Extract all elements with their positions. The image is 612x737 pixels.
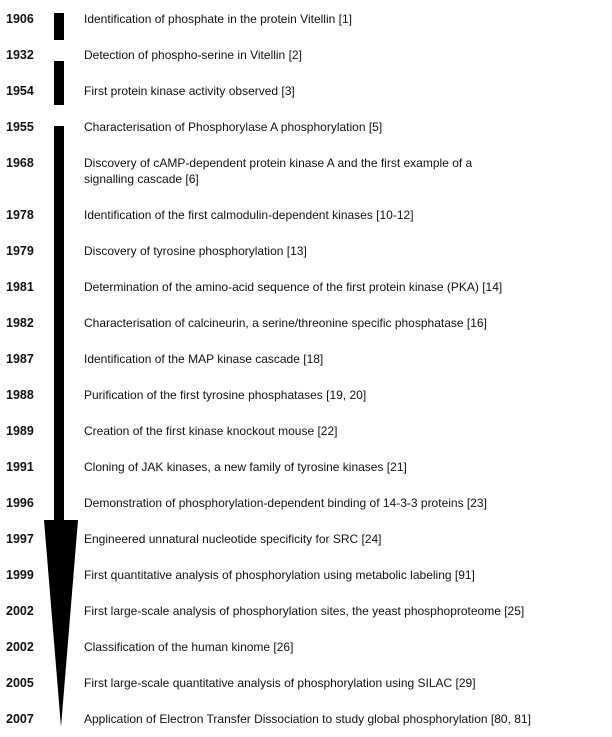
event-year: 1955: [6, 120, 34, 134]
event-year: 1989: [6, 424, 34, 438]
event-year: 2002: [6, 640, 34, 654]
event-description: First protein kinase activity observed [3]: [84, 84, 295, 98]
event-description: Application of Electron Transfer Dissociation to study global phosphorylation [80, 81]: [84, 712, 531, 726]
timeline-arrow-shaft-and-head: [44, 126, 78, 727]
event-description: Classification of the human kinome [26]: [84, 640, 294, 654]
event-description: Discovery of tyrosine phosphorylation [13]: [84, 244, 307, 258]
event-year: 1997: [6, 532, 34, 546]
event-year: 1954: [6, 84, 34, 98]
event-description: First large-scale analysis of phosphorylation sites, the yeast phosphoproteome [25]: [84, 604, 525, 618]
event-year: 1987: [6, 352, 34, 366]
event-description: Determination of the amino-acid sequence of the first protein kinase (PKA) [14]: [84, 280, 503, 294]
event-description: Identification of phosphate in the protein Vitellin [1]: [84, 12, 352, 26]
event-year: 1991: [6, 460, 34, 474]
event-description: Characterisation of calcineurin, a serine/threonine specific phosphatase [16]: [84, 316, 487, 330]
event-description: Engineered unnatural nucleotide specificity for SRC [24]: [84, 532, 382, 546]
timeline-bar-1932: [54, 61, 64, 105]
event-year: 1996: [6, 496, 34, 510]
event-year: 2002: [6, 604, 34, 618]
event-description: First large-scale quantitative analysis of phosphorylation using SILAC [29]: [84, 676, 476, 690]
event-description: Identification of the MAP kinase cascade [18]: [84, 352, 324, 366]
event-year: 2007: [6, 712, 34, 726]
event-description: Cloning of JAK kinases, a new family of tyrosine kinases [21]: [84, 460, 407, 474]
event-description: Detection of phospho-serine in Vitellin [2]: [84, 48, 302, 62]
event-year: 1979: [6, 244, 34, 258]
event-description: Discovery of cAMP-dependent protein kinase A and the first example of a signalling cascade [6]: [84, 156, 473, 186]
event-year: 1999: [6, 568, 34, 582]
event-year: 1968: [6, 156, 34, 170]
event-description: First quantitative analysis of phosphorylation using metabolic labeling [91]: [84, 568, 475, 582]
event-description: Identification of the first calmodulin-dependent kinases [10-12]: [84, 208, 414, 222]
timeline-arrow: [44, 0, 78, 737]
event-year: 1932: [6, 48, 34, 62]
event-year: 1981: [6, 280, 34, 294]
event-year: 1906: [6, 12, 34, 26]
event-description: Characterisation of Phosphorylase A phosphorylation [5]: [84, 120, 383, 134]
timeline-bar-1906: [54, 13, 64, 40]
event-description: Purification of the first tyrosine phosphatases [19, 20]: [84, 388, 367, 402]
event-year: 2005: [6, 676, 34, 690]
event-description: Creation of the first kinase knockout mouse [22]: [84, 424, 338, 438]
event-year: 1982: [6, 316, 34, 330]
event-description: Demonstration of phosphorylation-dependent binding of 14-3-3 proteins [23]: [84, 496, 487, 510]
event-year: 1988: [6, 388, 34, 402]
event-year: 1978: [6, 208, 34, 222]
